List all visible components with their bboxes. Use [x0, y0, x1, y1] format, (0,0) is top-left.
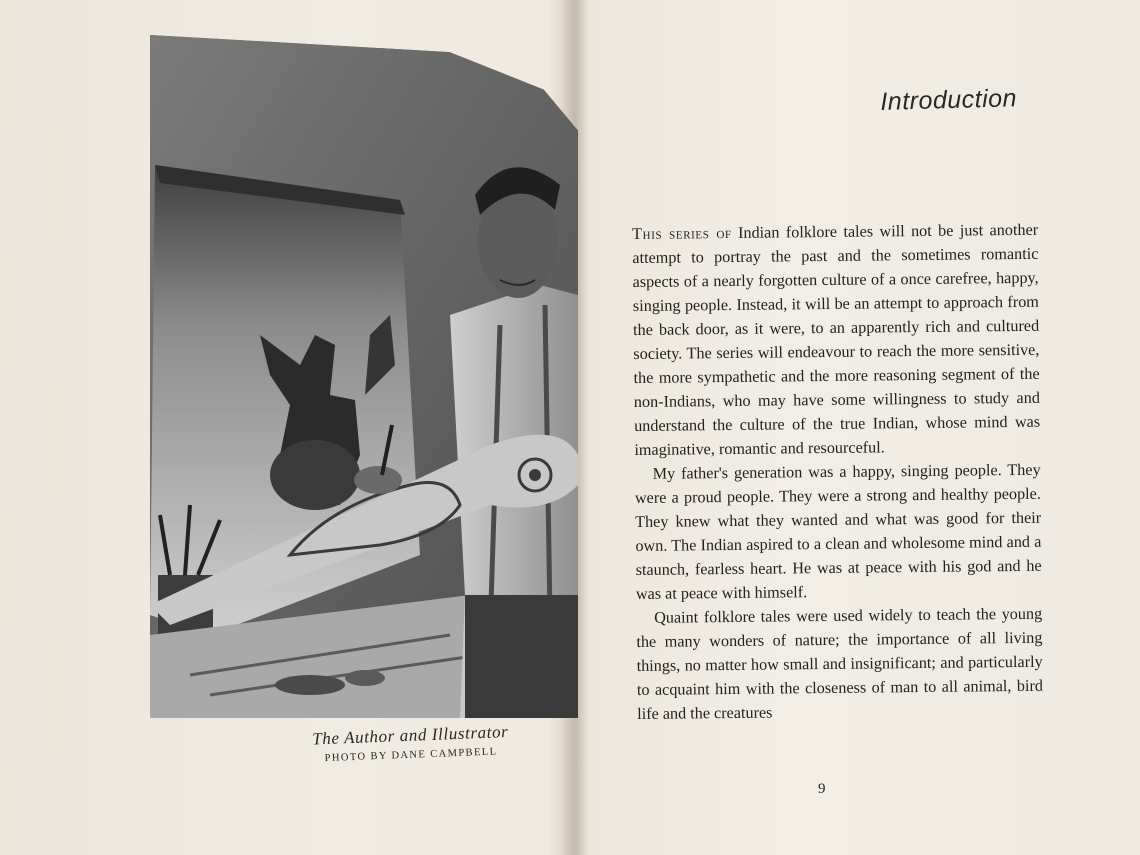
author-photo-illustration [150, 35, 578, 718]
introduction-text [632, 218, 1043, 726]
paragraph-3: Quaint folklore tales were used widely to teach the young the many wonders of nature; the importance of all living things, no matter how small and insignificant; and particularly to acquaint him with the closeness of man to all animal, bird life and the creatures [636, 604, 1043, 723]
author-photo [150, 35, 578, 718]
paragraph-1-lead: This series of [632, 223, 732, 243]
page-number: 9 [818, 781, 826, 797]
photo-caption [300, 722, 521, 765]
photo-credit: PHOTO BY DANE CAMPBELL [324, 746, 498, 765]
caption-title: The Author and Illustrator [311, 722, 509, 749]
chapter-heading: Introduction [880, 84, 1018, 116]
paragraph-1 [632, 218, 1040, 462]
paragraph-1-body: Indian folklore tales will not be just another attempt to portray the past and the sometimes romantic aspects of a nearly forgotten culture of a once carefree, happy, singing people. Instead, it will be an attempt to approach from the back door, as it were, to an apparently rich and cultured society. The series will endeavour to reach the more sensitive, the more sympathetic and the more reasoning segment of the non-Indians, who may have some willingness to study and understand the culture of the true Indian, whose mind was imaginative, romantic and resourceful. [632, 220, 1041, 459]
paragraph-2: My father's generation was a happy, singing people. They were a proud people. They were a strong and healthy people. They knew what they wanted and what was good for their own. The Indian aspired to a clean and wholesome mind and a staunch, fearless heart. He was at peace with his god and he was at peace with himself. [634, 460, 1042, 603]
